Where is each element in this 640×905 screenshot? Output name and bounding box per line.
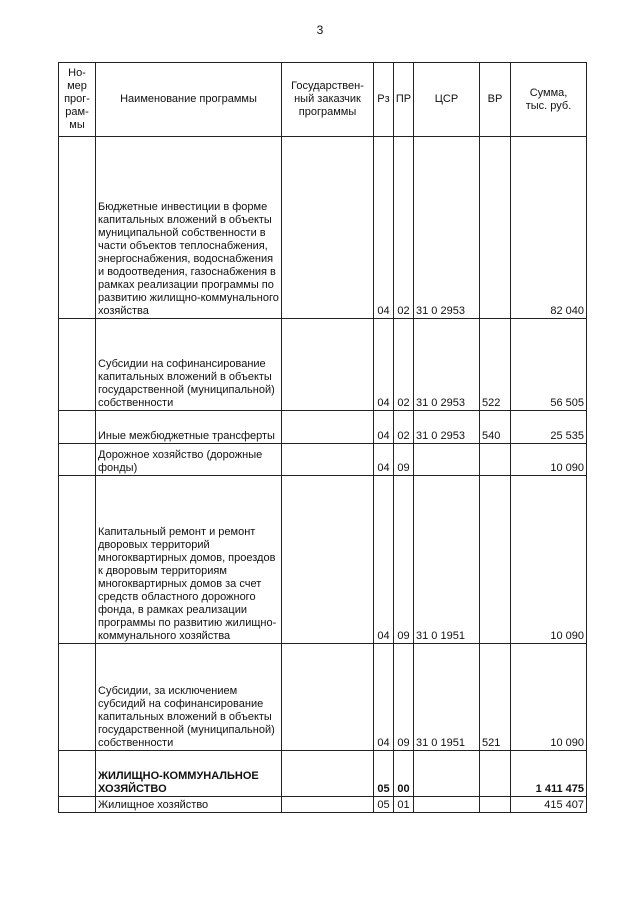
row-csr: 31 0 1951 (414, 476, 480, 644)
row-csr (414, 444, 480, 476)
row-vr: 540 (480, 411, 511, 444)
row-customer-cell (282, 411, 374, 444)
row-name: Субсидии, за исключением субсидий на софинансирование капитальных вложений в объекты государственной (муниципальной) собственности (96, 644, 282, 751)
row-pr: 00 (394, 751, 414, 797)
row-sum: 1 411 475 (511, 751, 587, 797)
row-vr (480, 751, 511, 797)
table-row (59, 476, 587, 644)
row-pr: 09 (394, 444, 414, 476)
header-vr: ВР (480, 63, 511, 137)
table-row (59, 411, 587, 444)
row-customer-cell (282, 137, 374, 319)
row-name: Дорожное хозяйство (дорожные фонды) (96, 444, 282, 476)
row-vr (480, 476, 511, 644)
row-customer-cell (282, 319, 374, 411)
row-rz: 04 (374, 444, 394, 476)
row-customer-cell (282, 476, 374, 644)
row-csr (414, 797, 480, 813)
header-csr: ЦСР (414, 63, 480, 137)
row-sum: 10 090 (511, 444, 587, 476)
row-sum: 56 505 (511, 319, 587, 411)
row-number-cell (59, 319, 96, 411)
header-number: Но- мер прог- рам- мы (59, 63, 96, 137)
row-vr (480, 797, 511, 813)
table-row (59, 644, 587, 751)
table-header-row (59, 63, 587, 137)
row-number-cell (59, 444, 96, 476)
row-name: Бюджетные инвестиции в форме капитальных вложений в объекты муниципальной собственности в части объектов теплоснабжения, энергоснабжения, водоснабжения и водоотведения, газоснабжения в рамках реализации программы по развитию жилищно-коммунального хозяйства (96, 137, 282, 319)
row-pr: 01 (394, 797, 414, 813)
row-rz: 04 (374, 137, 394, 319)
row-customer-cell (282, 444, 374, 476)
row-rz: 04 (374, 319, 394, 411)
table-row (59, 797, 587, 813)
row-name: Субсидии на софинансирование капитальных вложений в объекты государственной (муниципальной) собственности (96, 319, 282, 411)
row-sum: 10 090 (511, 644, 587, 751)
row-number-cell (59, 797, 96, 813)
row-number-cell (59, 476, 96, 644)
header-customer: Государствен- ный заказчик программы (282, 63, 374, 137)
header-pr: ПР (394, 63, 414, 137)
row-sum: 415 407 (511, 797, 587, 813)
header-rz: Рз (374, 63, 394, 137)
table-row (59, 137, 587, 319)
row-rz: 04 (374, 644, 394, 751)
row-name: Жилищное хозяйство (96, 797, 282, 813)
table-row (59, 319, 587, 411)
row-csr: 31 0 2953 (414, 319, 480, 411)
row-name: ЖИЛИЩНО-КОММУНАЛЬНОЕ ХОЗЯЙСТВО (96, 751, 282, 797)
row-csr: 31 0 2953 (414, 137, 480, 319)
row-rz: 05 (374, 797, 394, 813)
row-vr (480, 444, 511, 476)
header-name: Наименование программы (96, 63, 282, 137)
row-rz: 05 (374, 751, 394, 797)
row-number-cell (59, 751, 96, 797)
row-number-cell (59, 137, 96, 319)
row-sum: 82 040 (511, 137, 587, 319)
row-csr: 31 0 2953 (414, 411, 480, 444)
row-pr: 02 (394, 411, 414, 444)
row-pr: 09 (394, 476, 414, 644)
page-number: 3 (316, 23, 324, 37)
row-customer-cell (282, 751, 374, 797)
row-rz: 04 (374, 411, 394, 444)
row-pr: 02 (394, 319, 414, 411)
row-name: Иные межбюджетные трансферты (96, 411, 282, 444)
row-customer-cell (282, 797, 374, 813)
row-customer-cell (282, 644, 374, 751)
row-pr: 09 (394, 644, 414, 751)
header-sum: Сумма, тыс. руб. (511, 63, 587, 137)
row-vr: 522 (480, 319, 511, 411)
row-vr: 521 (480, 644, 511, 751)
row-sum: 10 090 (511, 476, 587, 644)
budget-table (58, 62, 587, 813)
row-number-cell (59, 644, 96, 751)
row-vr (480, 137, 511, 319)
row-name: Капитальный ремонт и ремонт дворовых территорий многоквартирных домов, проездов к дворовым территориям многоквартирных домов за счет средств областного дорожного фонда, в рамках реализации программы по развитию жилищно-коммунального хозяйства (96, 476, 282, 644)
row-rz: 04 (374, 476, 394, 644)
row-sum: 25 535 (511, 411, 587, 444)
row-csr (414, 751, 480, 797)
row-csr: 31 0 1951 (414, 644, 480, 751)
row-pr: 02 (394, 137, 414, 319)
table-row (59, 751, 587, 797)
row-number-cell (59, 411, 96, 444)
table-row (59, 444, 587, 476)
